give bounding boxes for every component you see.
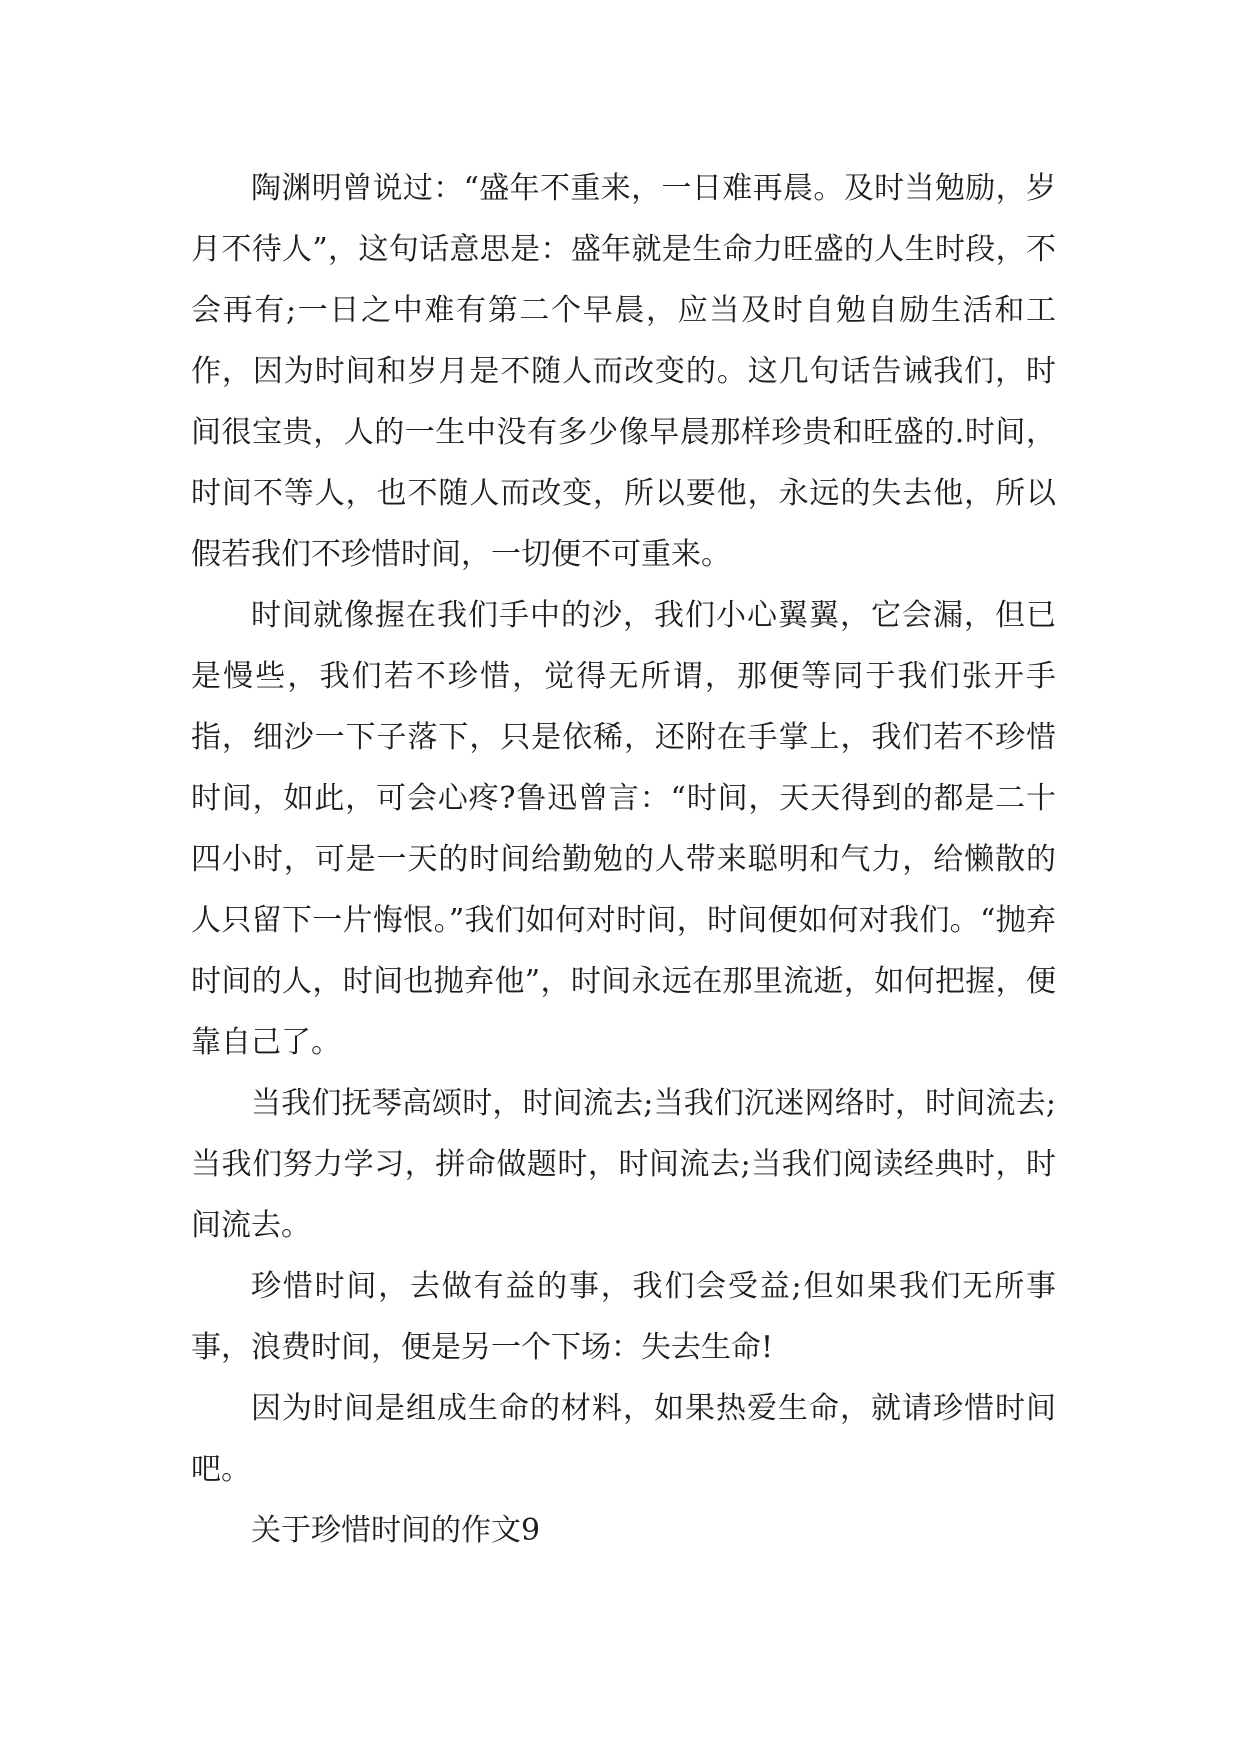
paragraph-time-is-life: 因为时间是组成生命的材料，如果热爱生命，就请珍惜时间吧。 — [191, 1391, 1056, 1487]
essay-heading: 关于珍惜时间的作文9 — [251, 1513, 541, 1548]
paragraph-sand-metaphor: 时间就像握在我们手中的沙，我们小心翼翼，它会漏，但已是慢些，我们若不珍惜，觉得无所谓，那便等同于我们张开手指，细沙一下子落下，只是依稀，还附在手掌上，我们若不珍惜时间，如此，可会心疼?鲁迅曾言：“时间，天天得到的都是二十四小时，可是一天的时间给勤勉的人带来聪明和气力，给懒散的人只留下一片悔恨。”我们如何对时间，时间便如何对我们。“抛弃时间的人，时间也抛弃他”，时间永远在那里流逝，如何把握，便靠自己了。 — [191, 598, 1056, 1060]
paragraph-cherish-time: 珍惜时间，去做有益的事，我们会受益;但如果我们无所事事，浪费时间，便是另一个下场：失去生命! — [191, 1269, 1056, 1365]
paragraph-tao-yuanming-quote: 陶渊明曾说过：“盛年不重来，一日难再晨。及时当勉励，岁月不待人”，这句话意思是：盛年就是生命力旺盛的人生时段，不会再有;一日之中难有第二个早晨，应当及时自勉自励生活和工作，因为时间和岁月是不随人而改变的。这几句话告诫我们，时间很宝贵，人的一生中没有多少像早晨那样珍贵和旺盛的.时间，时间不等人，也不随人而改变，所以要他，永远的失去他，所以假若我们不珍惜时间，一切便不可重来。 — [191, 171, 1056, 572]
paragraph-time-flows: 当我们抚琴高颂时，时间流去;当我们沉迷网络时，时间流去;当我们努力学习，拼命做题时，时间流去;当我们阅读经典时，时间流去。 — [191, 1086, 1056, 1243]
document-body — [191, 158, 1056, 1561]
